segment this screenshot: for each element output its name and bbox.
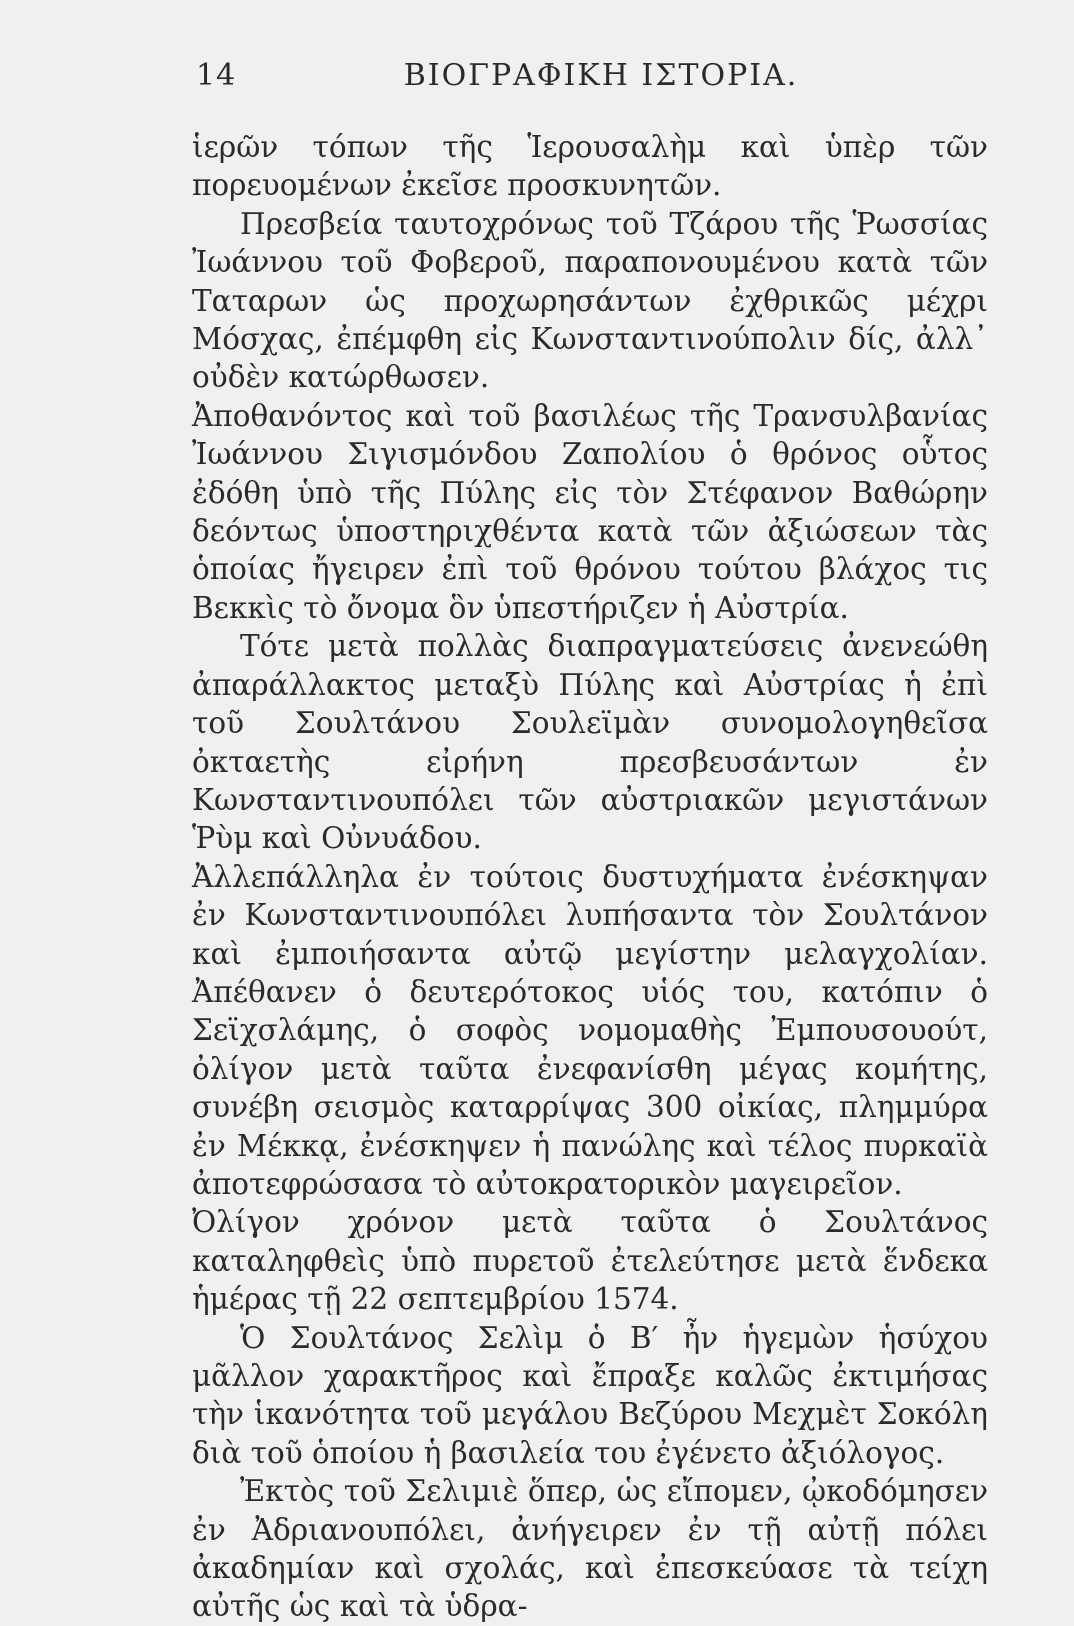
paragraph: Πρεσβεία ταυτοχρόνως τοῦ Τζάρου τῆς Ῥωσσίας Ἰωάννου τοῦ Φοβεροῦ, παραπονουμένου κατὰ τῶν Ταταρων ὡς προχωρησάντων ἐχθρικῶς μέχρι Μόσχας, ἐπέμφθη εἰς Κωνσταντινούπολιν δίς, ἀλλ᾽ οὐδὲν κατώρθωσεν. (192, 206, 988, 395)
body-text (192, 128, 988, 1626)
running-title: ΒΙΟΓΡΑΦΙΚΗ ΙΣΤΟΡΙΑ. (403, 58, 799, 93)
paragraph: Ἐκτὸς τοῦ Σελιμιὲ ὅπερ, ὡς εἴπομεν, ᾠκοδόμησεν ἐν Ἀδριανουπόλει, ἀνήγειρεν ἐν τῇ αὐτῇ πόλει ἀκαδημίαν καὶ σχολάς, καὶ ἐπεσκεύασε τὰ τείχη αὐτῆς ὡς καὶ τὰ ὑδρα- (192, 1474, 988, 1624)
paragraph: Ὀλίγον χρόνον μετὰ ταῦτα ὁ Σουλτάνος καταληφθεὶς ὑπὸ πυρετοῦ ἐτελεύτησε μετὰ ἕνδεκα ἡμέρας τῇ 22 σεπτεμβρίου 1574. (192, 1205, 988, 1317)
paragraph: Ὁ Σουλτάνος Σελὶμ ὁ Β′ ἦν ἡγεμὼν ἡσύχου μᾶλλον χαρακτῆρος καὶ ἔπραξε καλῶς ἐκτιμήσας τὴν ἱκανότητα τοῦ μεγάλου Βεζύρου Μεχμὲτ Σοκόλη διὰ τοῦ ὁποίου ἡ βασιλεία του ἐγένετο ἀξιόλογος. (192, 1320, 988, 1470)
paragraph-continuation: ἱερῶν τόπων τῆς Ἱερουσαλὴμ καὶ ὑπὲρ τῶν πορευομένων ἐκεῖσε προσκυνητῶν. (192, 130, 988, 203)
running-head (196, 58, 1006, 102)
page-number: 14 (196, 58, 237, 93)
paragraph: Τότε μετὰ πολλὰς διαπραγματεύσεις ἀνενεώθη ἀπαράλλακτος μεταξὺ Πύλης καὶ Αὐστρίας ἡ ἐπὶ τοῦ Σουλτάνου Σουλεϊμὰν συνομολογηθεῖσα ὀκταετὴς εἰρήνη πρεσβευσάντων ἐν Κωνσταντινουπόλει τῶν αὐστριακῶν μεγιστάνων Ῥὺμ καὶ Οὐνυάδου. (192, 629, 988, 856)
paragraph: Ἀποθανόντος καὶ τοῦ βασιλέως τῆς Τρανσυλβανίας Ἰωάννου Σιγισμόνδου Ζαπολίου ὁ θρόνος οὗτος ἐδόθη ὑπὸ τῆς Πύλης εἰς τὸν Στέφανον Βαθώρην δεόντως ὑποστηριχθέντα κατὰ τῶν ἀξιώσεων τὰς ὁποίας ἤγειρεν ἐπὶ τοῦ θρόνου τούτου βλάχος τις Βεκκὶς τὸ ὄνομα ὃν ὑπεστήριζεν ἡ Αὐστρία. (192, 398, 988, 625)
paragraph: Ἀλλεπάλληλα ἐν τούτοις δυστυχήματα ἐνέσκηψαν ἐν Κωνσταντινουπόλει λυπήσαντα τὸν Σουλτάνον καὶ ἐμποιήσαντα αὐτῷ μεγίστην μελαγχολίαν. Ἀπέθανεν ὁ δευτερότοκος υἱός του, κατόπιν ὁ Σεϊχσλάμης, ὁ σοφὸς νομομαθὴς Ἐμπουσουούτ, ὀλίγον μετὰ ταῦτα ἐνεφανίσθη μέγας κομήτης, συνέβη σεισμὸς καταρρίψας 300 οἰκίας, πλημμύρα ἐν Μέκκᾳ, ἐνέσκηψεν ἡ πανώλης καὶ τέλος πυρκαϊὰ ἀποτεφρώσασα τὸ αὐτοκρατορικὸν μαγειρεῖον. (192, 859, 988, 1201)
